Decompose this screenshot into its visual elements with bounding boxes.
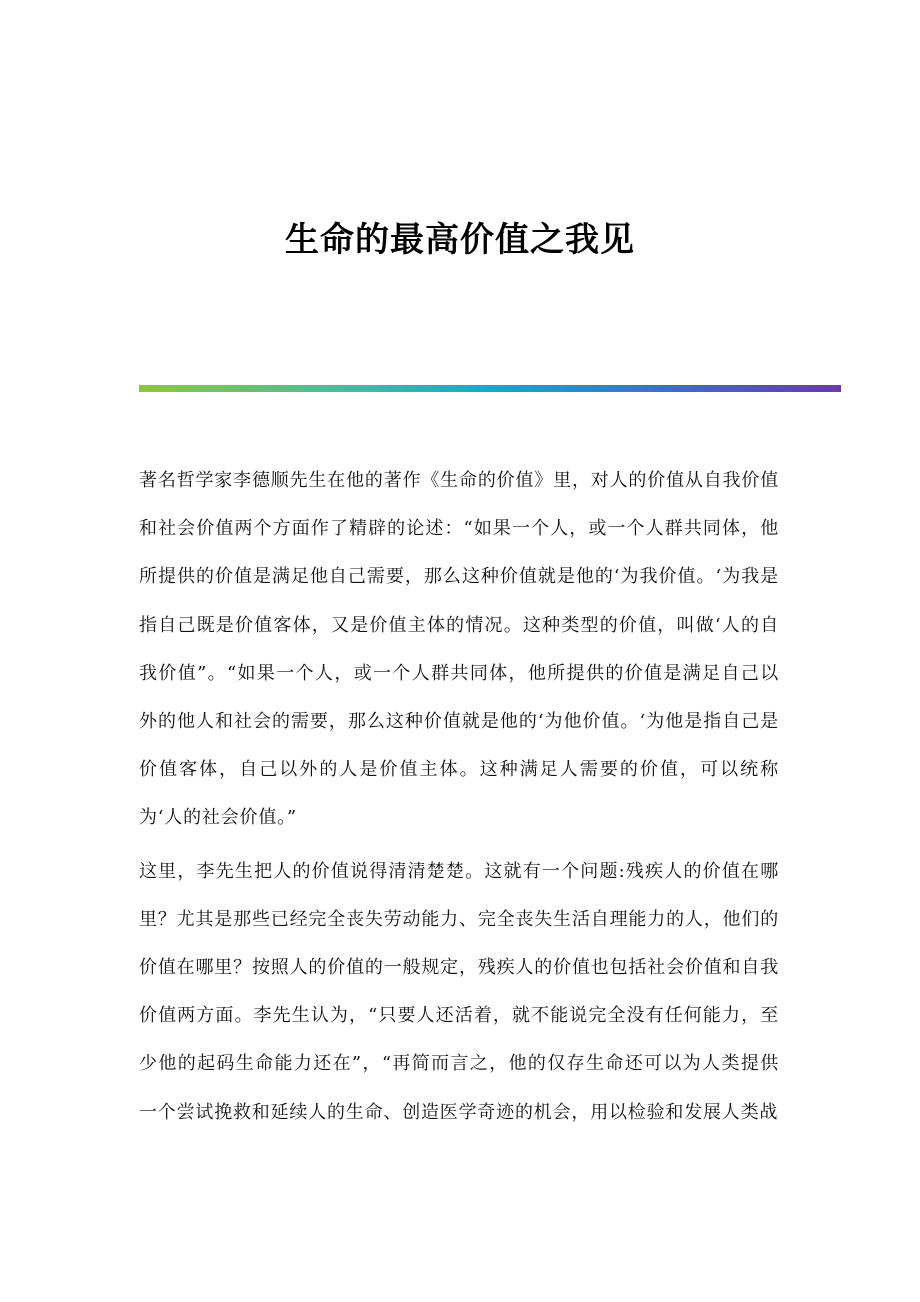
document-title: 生命的最高价值之我见 xyxy=(285,220,635,260)
document-body xyxy=(139,457,779,1142)
paragraph-2: 这里，李先生把人的价值说得清清楚楚。这就有一个问题:残疾人的价值在哪里？尤其是那些已经完全丧失劳动能力、完全丧失生活自理能力的人，他们的价值在哪里？按照人的价值的一般规定，残疾人的价值也包括社会价值和自我价值两方面。李先生认为，“只要人还活着，就不能说完全没有任何能力，至少他的起码生命能力还在”，“再简而言之，他的仅存生命还可以为人类提供一个尝试挽救和延续人的生命、创造医学奇迹的机会，用以检验和发展人类战 xyxy=(139,860,779,1123)
paragraph-1: 著名哲学家李德顺先生在他的著作《生命的价值》里，对人的价值从自我价值和社会价值两个方面作了精辟的论述：“如果一个人，或一个人群共同体，他所提供的价值是满足他自己需要，那么这种价值就是他的‘为我价值。‘为我是指自己既是价值客体，又是价值主体的情况。这种类型的价值，叫做‘人的自我价值”。“如果一个人，或一个人群共同体，他所提供的价值是满足自己以外的他人和社会的需要，那么这种价值就是他的‘为他价值。‘为他是指自己是价值客体，自己以外的人是价值主体。这种满足人需要的价值，可以统称为‘人的社会价值。” xyxy=(139,470,779,829)
gradient-divider xyxy=(139,385,841,392)
